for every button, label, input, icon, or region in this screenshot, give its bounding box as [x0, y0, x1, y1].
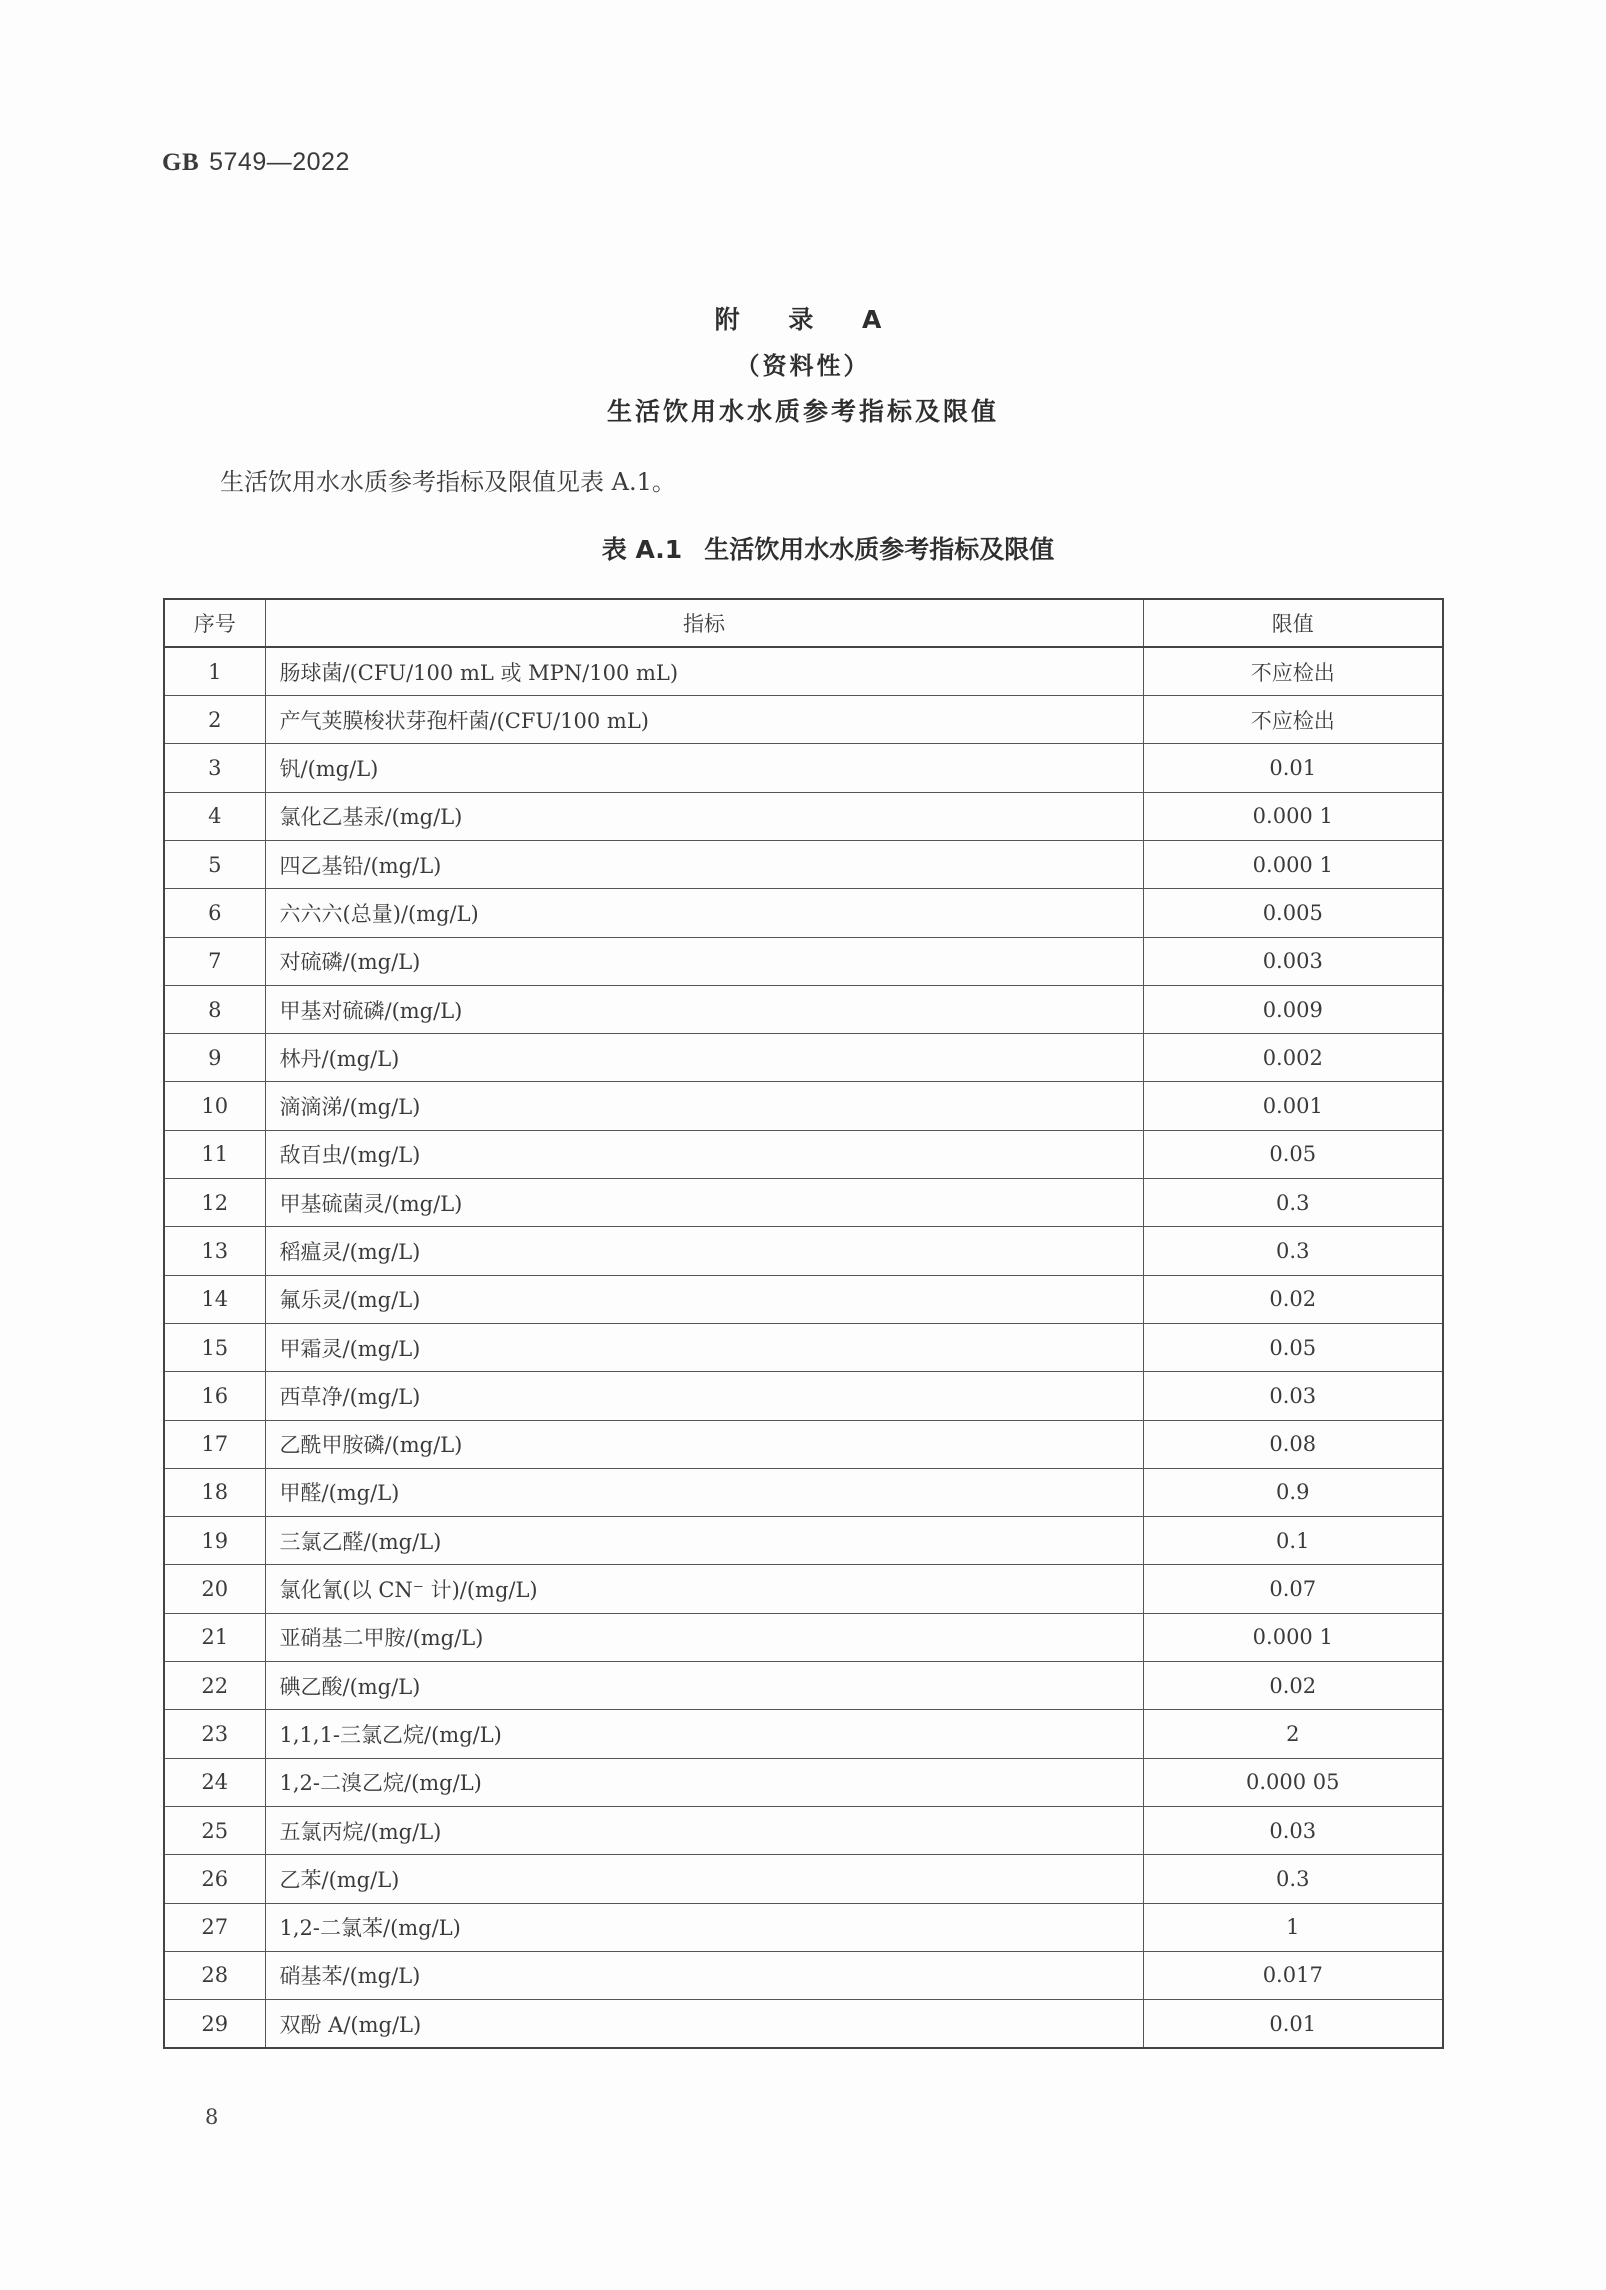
row-number: 23: [164, 1710, 265, 1758]
table-row: [164, 1662, 1443, 1710]
table-row: [164, 696, 1443, 744]
table-row: [164, 1323, 1443, 1371]
indicator-cell: 乙苯/(mg/L): [265, 1855, 1143, 1903]
row-number: 16: [164, 1372, 265, 1420]
standard-prefix: GB: [162, 149, 200, 176]
row-number: 6: [164, 889, 265, 937]
indicator-cell: 六六六(总量)/(mg/L): [265, 889, 1143, 937]
indicator-cell: 1,2-二氯苯/(mg/L): [265, 1903, 1143, 1951]
row-number: 11: [164, 1130, 265, 1178]
row-number: 4: [164, 792, 265, 840]
indicator-cell: 三氯乙醛/(mg/L): [265, 1517, 1143, 1565]
table-row: [164, 1468, 1443, 1516]
indicator-cell: 甲醛/(mg/L): [265, 1468, 1143, 1516]
limit-cell: 0.01: [1143, 2000, 1443, 2048]
limit-cell: 0.001: [1143, 1082, 1443, 1130]
limit-cell: 0.009: [1143, 985, 1443, 1033]
limit-cell: 0.08: [1143, 1420, 1443, 1468]
table-row: [164, 2000, 1443, 2048]
indicator-cell: 双酚 A/(mg/L): [265, 2000, 1143, 2048]
limit-cell: 0.02: [1143, 1275, 1443, 1323]
row-number: 7: [164, 937, 265, 985]
table-row: [164, 1227, 1443, 1275]
row-number: 1: [164, 647, 265, 695]
indicator-cell: 对硫磷/(mg/L): [265, 937, 1143, 985]
table-caption-title: 生活饮用水水质参考指标及限值: [704, 535, 1055, 564]
limit-cell: 0.002: [1143, 1034, 1443, 1082]
table-row: [164, 1710, 1443, 1758]
indicator-cell: 1,2-二溴乙烷/(mg/L): [265, 1758, 1143, 1806]
annex-label: 附 录 A: [714, 305, 892, 334]
limit-cell: 0.02: [1143, 1662, 1443, 1710]
intro-paragraph: 生活饮用水水质参考指标及限值见表 A.1。: [220, 468, 676, 496]
row-number: 5: [164, 840, 265, 888]
limit-cell: 0.000 1: [1143, 792, 1443, 840]
table-row: [164, 1903, 1443, 1951]
limit-cell: 0.1: [1143, 1517, 1443, 1565]
table-row: [164, 647, 1443, 695]
table-row: [164, 1806, 1443, 1854]
indicator-cell: 四乙基铅/(mg/L): [265, 840, 1143, 888]
table-row: [164, 1565, 1443, 1613]
table-body: [164, 647, 1443, 2048]
indicator-cell: 产气荚膜梭状芽孢杆菌/(CFU/100 mL): [265, 696, 1143, 744]
row-number: 22: [164, 1662, 265, 1710]
row-number: 27: [164, 1903, 265, 1951]
limit-cell: 0.01: [1143, 744, 1443, 792]
row-number: 18: [164, 1468, 265, 1516]
table-row: [164, 985, 1443, 1033]
indicator-cell: 乙酰甲胺磷/(mg/L): [265, 1420, 1143, 1468]
row-number: 15: [164, 1323, 265, 1371]
limit-cell: 0.000 1: [1143, 1613, 1443, 1661]
page-number: 8: [205, 2105, 219, 2129]
limit-cell: 0.03: [1143, 1372, 1443, 1420]
limit-cell: 0.005: [1143, 889, 1443, 937]
indicator-cell: 林丹/(mg/L): [265, 1034, 1143, 1082]
row-number: 25: [164, 1806, 265, 1854]
limit-cell: 0.017: [1143, 1951, 1443, 1999]
standard-code: 5749—2022: [209, 148, 350, 176]
table-row: [164, 1130, 1443, 1178]
indicator-cell: 氯化氰(以 CN⁻ 计)/(mg/L): [265, 1565, 1143, 1613]
indicator-cell: 甲霜灵/(mg/L): [265, 1323, 1143, 1371]
table-row: [164, 1179, 1443, 1227]
table-row: [164, 1517, 1443, 1565]
standard-number: [162, 148, 350, 177]
row-number: 9: [164, 1034, 265, 1082]
indicator-cell: 硝基苯/(mg/L): [265, 1951, 1143, 1999]
limit-cell: 0.05: [1143, 1323, 1443, 1371]
indicator-cell: 1,1,1-三氯乙烷/(mg/L): [265, 1710, 1143, 1758]
indicator-cell: 亚硝基二甲胺/(mg/L): [265, 1613, 1143, 1661]
indicator-cell: 甲基对硫磷/(mg/L): [265, 985, 1143, 1033]
column-header-indicator: 指标: [265, 599, 1143, 647]
limit-cell: 1: [1143, 1903, 1443, 1951]
table-caption: [0, 530, 1606, 566]
annex-title: 生活饮用水水质参考指标及限值: [606, 397, 999, 426]
limit-cell: 2: [1143, 1710, 1443, 1758]
indicator-cell: 西草净/(mg/L): [265, 1372, 1143, 1420]
table-row: [164, 792, 1443, 840]
table-row: [164, 1082, 1443, 1130]
row-number: 3: [164, 744, 265, 792]
row-number: 14: [164, 1275, 265, 1323]
table-row: [164, 1951, 1443, 1999]
limit-cell: 0.3: [1143, 1855, 1443, 1903]
row-number: 12: [164, 1179, 265, 1227]
indicator-cell: 五氯丙烷/(mg/L): [265, 1806, 1143, 1854]
row-number: 29: [164, 2000, 265, 2048]
limits-table: [163, 598, 1444, 2049]
row-number: 24: [164, 1758, 265, 1806]
limit-cell: 0.9: [1143, 1468, 1443, 1516]
table-row: [164, 1275, 1443, 1323]
table-caption-number: 表 A.1: [601, 535, 683, 564]
table-row: [164, 744, 1443, 792]
table-row: [164, 1420, 1443, 1468]
table-row: [164, 1855, 1443, 1903]
indicator-cell: 甲基硫菌灵/(mg/L): [265, 1179, 1143, 1227]
row-number: 10: [164, 1082, 265, 1130]
limit-cell: 0.3: [1143, 1179, 1443, 1227]
row-number: 13: [164, 1227, 265, 1275]
table-row: [164, 1372, 1443, 1420]
row-number: 2: [164, 696, 265, 744]
table-row: [164, 937, 1443, 985]
row-number: 19: [164, 1517, 265, 1565]
indicator-cell: 稻瘟灵/(mg/L): [265, 1227, 1143, 1275]
indicator-cell: 钒/(mg/L): [265, 744, 1143, 792]
table-header-row: [164, 599, 1443, 647]
row-number: 17: [164, 1420, 265, 1468]
row-number: 28: [164, 1951, 265, 1999]
row-number: 20: [164, 1565, 265, 1613]
column-header-limit: 限值: [1143, 599, 1443, 647]
table-row: [164, 1034, 1443, 1082]
row-number: 21: [164, 1613, 265, 1661]
table-row: [164, 840, 1443, 888]
row-number: 8: [164, 985, 265, 1033]
table-row: [164, 889, 1443, 937]
column-header-no: 序号: [164, 599, 265, 647]
annex-nature: （资料性）: [735, 352, 871, 380]
limit-cell: 0.07: [1143, 1565, 1443, 1613]
table-row: [164, 1613, 1443, 1661]
table-row: [164, 1758, 1443, 1806]
indicator-cell: 敌百虫/(mg/L): [265, 1130, 1143, 1178]
limit-cell: 0.3: [1143, 1227, 1443, 1275]
limit-cell: 0.000 05: [1143, 1758, 1443, 1806]
indicator-cell: 氯化乙基汞/(mg/L): [265, 792, 1143, 840]
limit-cell: 不应检出: [1143, 647, 1443, 695]
limit-cell: 0.05: [1143, 1130, 1443, 1178]
limit-cell: 0.000 1: [1143, 840, 1443, 888]
indicator-cell: 碘乙酸/(mg/L): [265, 1662, 1143, 1710]
indicator-cell: 肠球菌/(CFU/100 mL 或 MPN/100 mL): [265, 647, 1143, 695]
indicator-cell: 氟乐灵/(mg/L): [265, 1275, 1143, 1323]
limit-cell: 0.03: [1143, 1806, 1443, 1854]
limit-cell: 0.003: [1143, 937, 1443, 985]
row-number: 26: [164, 1855, 265, 1903]
limit-cell: 不应检出: [1143, 696, 1443, 744]
indicator-cell: 滴滴涕/(mg/L): [265, 1082, 1143, 1130]
